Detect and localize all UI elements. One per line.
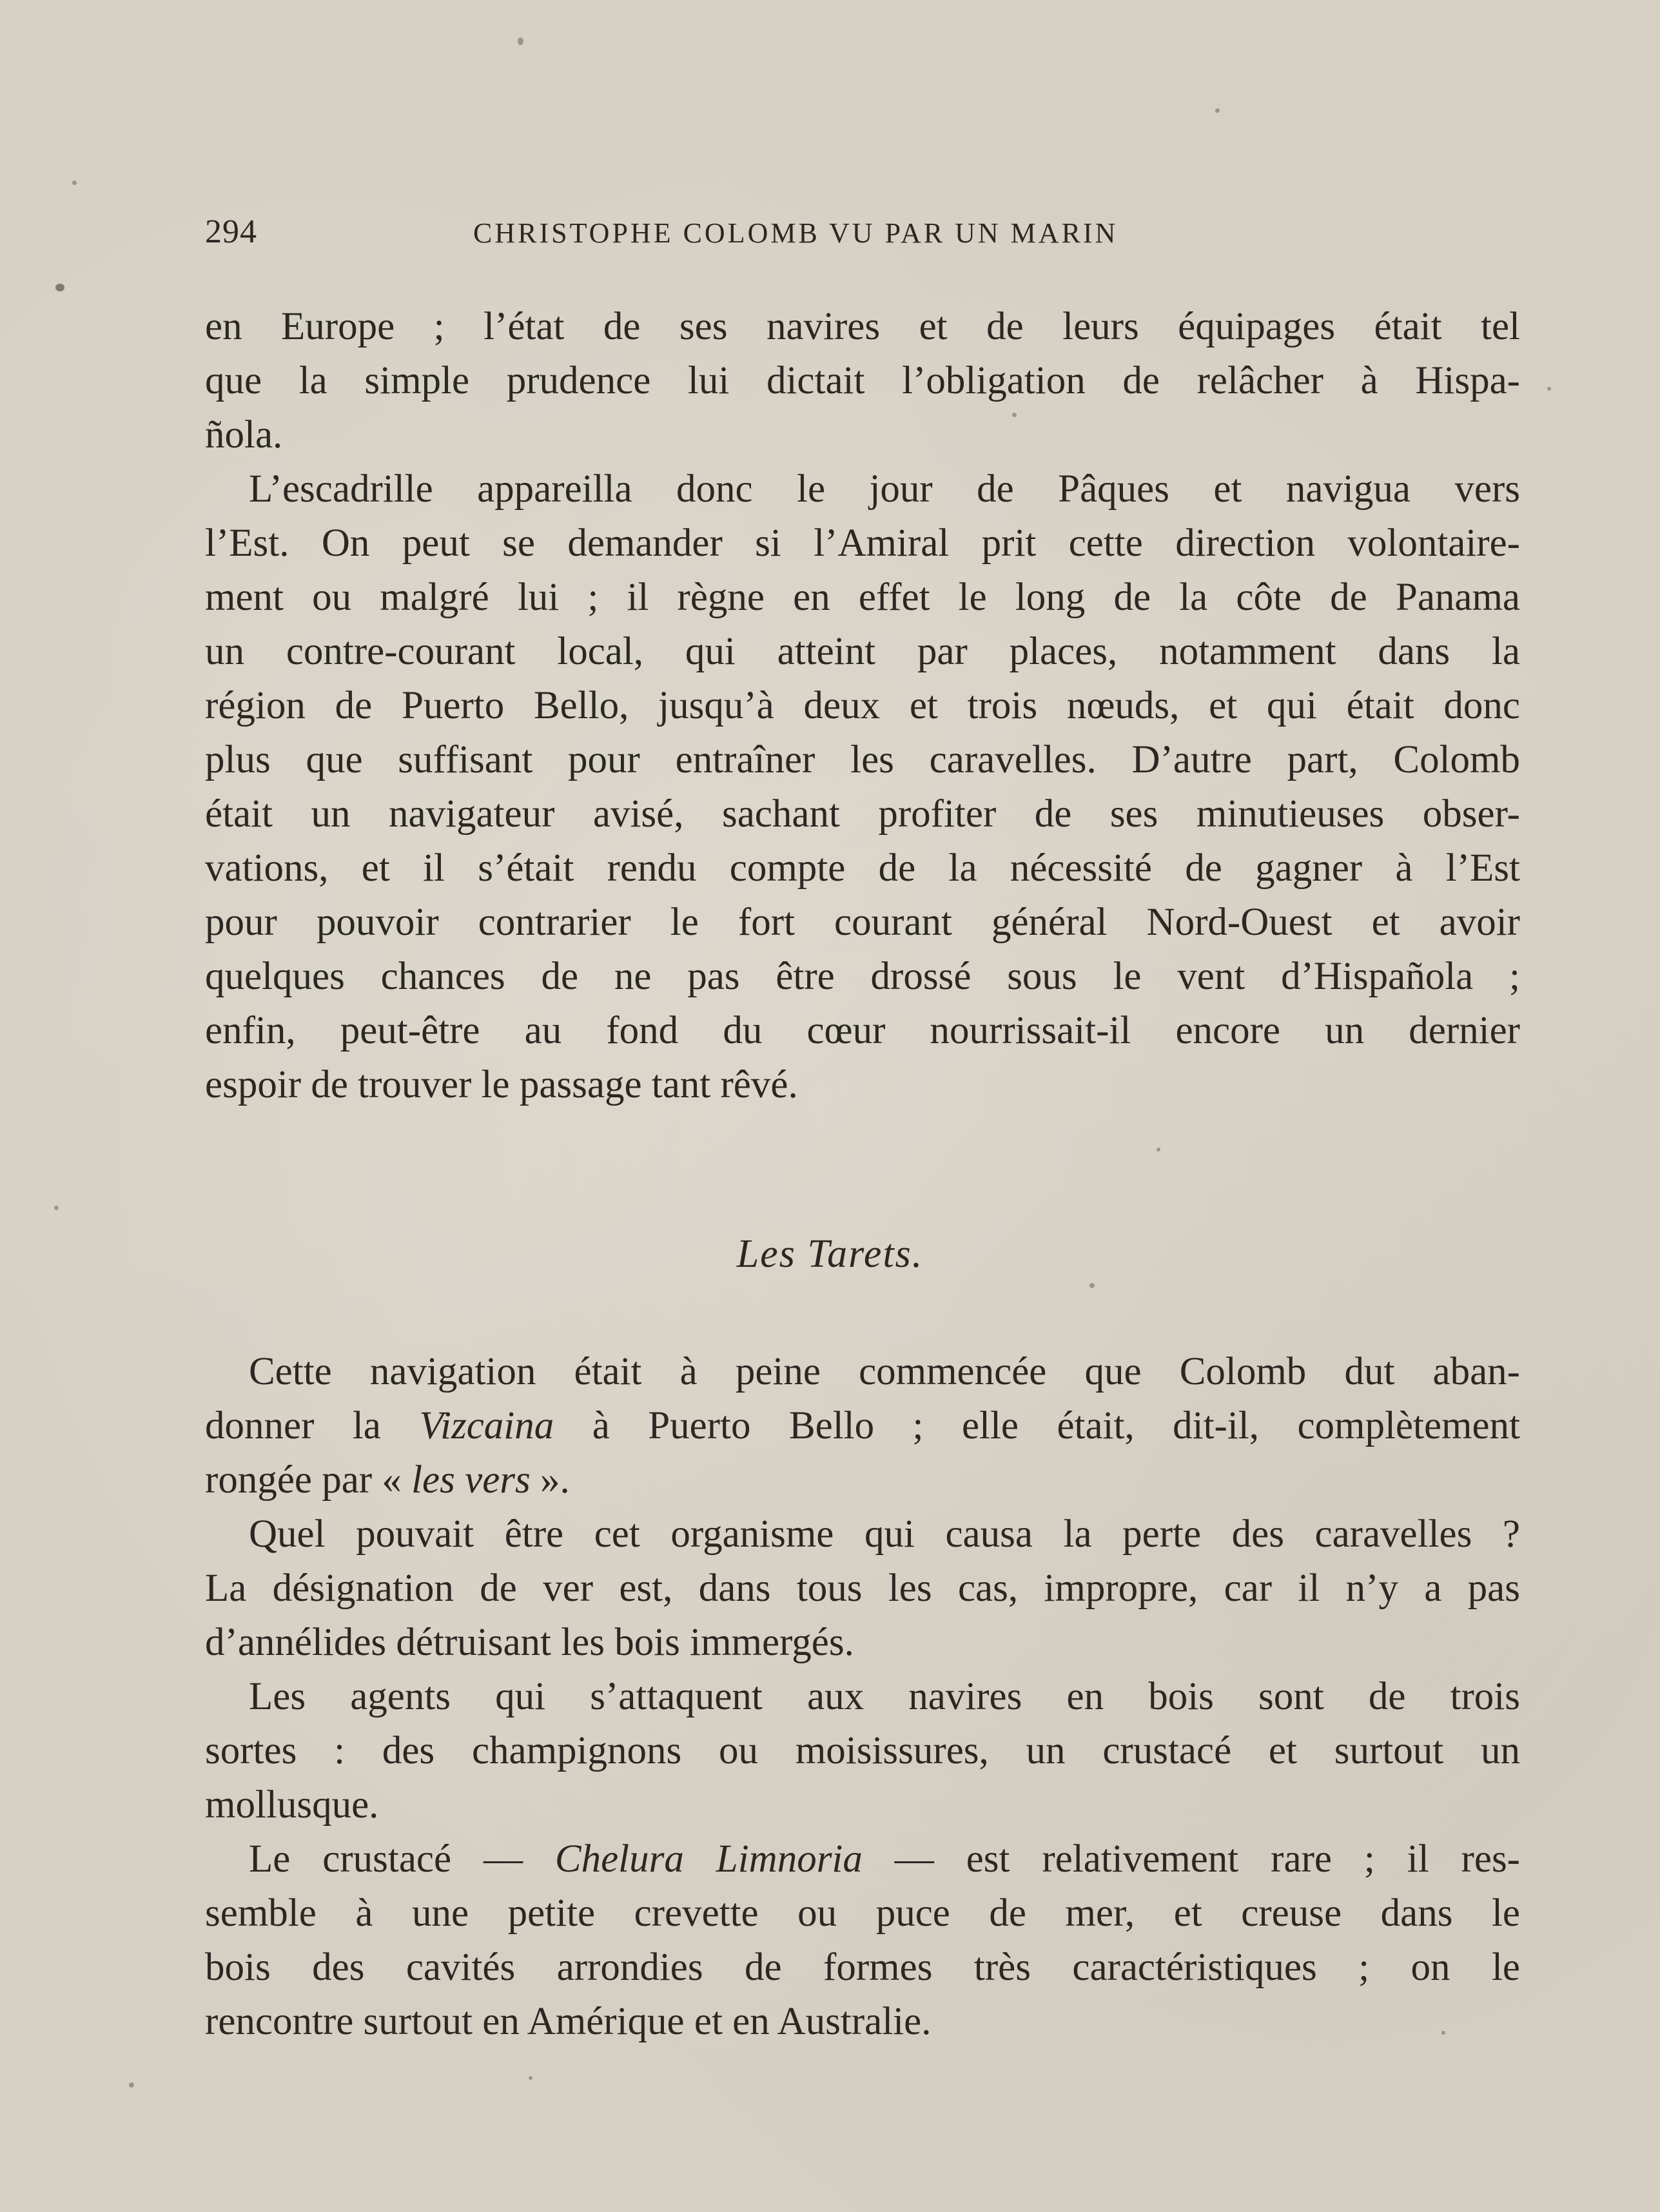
text-line: Quel pouvait être cet organisme qui causa la perte des caravelles ? (249, 1512, 1520, 1556)
text-line: bois des cavités arrondies de formes très caractéristiques ; on le (205, 1946, 1520, 1989)
text-line: en Europe ; l’état de ses navires et de leurs équipages était tel (205, 305, 1520, 348)
page-number: 294 (205, 213, 257, 250)
text-line: espoir de trouver le passage tant rêvé. (205, 1063, 798, 1106)
text-line: sortes : des champignons ou moisissures, un crustacé et surtout un (205, 1729, 1520, 1772)
paragraph-vizcaina (205, 1345, 1520, 1507)
text-line-mixed (205, 1832, 1520, 1886)
text-line: d’annélides détruisant les bois immergés. (205, 1621, 854, 1664)
text-line: que la simple prudence lui dictait l’obligation de relâcher à Hispa- (205, 359, 1520, 402)
text-line: un contre-courant local, qui atteint par places, notamment dans la (205, 630, 1520, 673)
paper-speck (1215, 108, 1220, 113)
text-line-mixed (205, 1453, 1520, 1507)
section-title: Les Tarets. (736, 1232, 924, 1276)
text-run: à Puerto Bello ; elle était, dit-il, complètement (554, 1404, 1520, 1447)
paragraph-crustace (205, 1832, 1520, 2049)
text-line: Cette navigation était à peine commencée que Colomb dut aban- (249, 1350, 1520, 1393)
paper-speck (1089, 1283, 1095, 1288)
paper-speck (1157, 1148, 1160, 1151)
quote-italic: les vers (411, 1458, 531, 1502)
paper-speck (129, 2082, 134, 2088)
text-block-bottom (205, 1345, 1520, 2049)
paragraph-agents (205, 1670, 1520, 1832)
text-line: plus que suffisant pour entraîner les caravelles. D’autre part, Colomb (205, 738, 1520, 781)
text-run: — est relativement rare ; il res- (862, 1837, 1520, 1881)
paper-speck (55, 284, 64, 291)
text-line: enfin, peut-être au fond du cœur nourrissait-il encore un dernier (205, 1009, 1520, 1052)
text-line: rencontre surtout en Amérique et en Australie. (205, 2000, 932, 2043)
paper-speck (1547, 387, 1551, 391)
page-header (205, 213, 1249, 258)
text-line: était un navigateur avisé, sachant profiter de ses minutieuses obser- (205, 792, 1520, 836)
text-run: Le crustacé — (249, 1837, 555, 1881)
text-run: donner la (205, 1404, 420, 1447)
text-line: pour pouvoir contrarier le fort courant général Nord-Ouest et avoir (205, 901, 1520, 944)
ship-name-italic: Vizcaina (419, 1404, 554, 1447)
text-run: ». (530, 1458, 570, 1502)
paper-speck (54, 1206, 59, 1210)
text-line: ñola. (205, 413, 283, 456)
text-line: semble à une petite crevette ou puce de mer, et creuse dans le (205, 1892, 1520, 1935)
text-line: quelques chances de ne pas être drossé sous le vent d’Hispañola ; (205, 955, 1520, 998)
paper-speck (72, 181, 77, 185)
text-line: La désignation de ver est, dans tous les cas, impropre, car il n’y a pas (205, 1567, 1520, 1610)
paper-speck (518, 37, 523, 45)
paragraph-escadrille (205, 462, 1520, 1112)
text-line: l’Est. On peut se demander si l’Amiral prit cette direction volontaire- (205, 522, 1520, 565)
text-line: Les agents qui s’attaquent aux navires en bois sont de trois (249, 1675, 1520, 1718)
species-name-italic: Chelura Limnoria (554, 1837, 863, 1881)
text-line: ment ou malgré lui ; il règne en effet le long de la côte de Panama (205, 576, 1520, 619)
text-run: rongée par « (205, 1458, 412, 1502)
paragraph-continued (205, 300, 1520, 462)
running-head: CHRISTOPHE COLOMB VU PAR UN MARIN (473, 217, 1118, 249)
paper-speck (529, 2076, 532, 2080)
text-line: mollusque. (205, 1783, 379, 1826)
paragraph-organisme (205, 1507, 1520, 1670)
text-line-mixed (205, 1399, 1520, 1453)
text-block-top (205, 300, 1520, 1112)
text-line: L’escadrille appareilla donc le jour de Pâques et navigua vers (249, 467, 1520, 511)
text-line: vations, et il s’était rendu compte de la nécessité de gagner à l’Est (205, 847, 1520, 890)
text-line: région de Puerto Bello, jusqu’à deux et trois nœuds, et qui était donc (205, 684, 1520, 727)
